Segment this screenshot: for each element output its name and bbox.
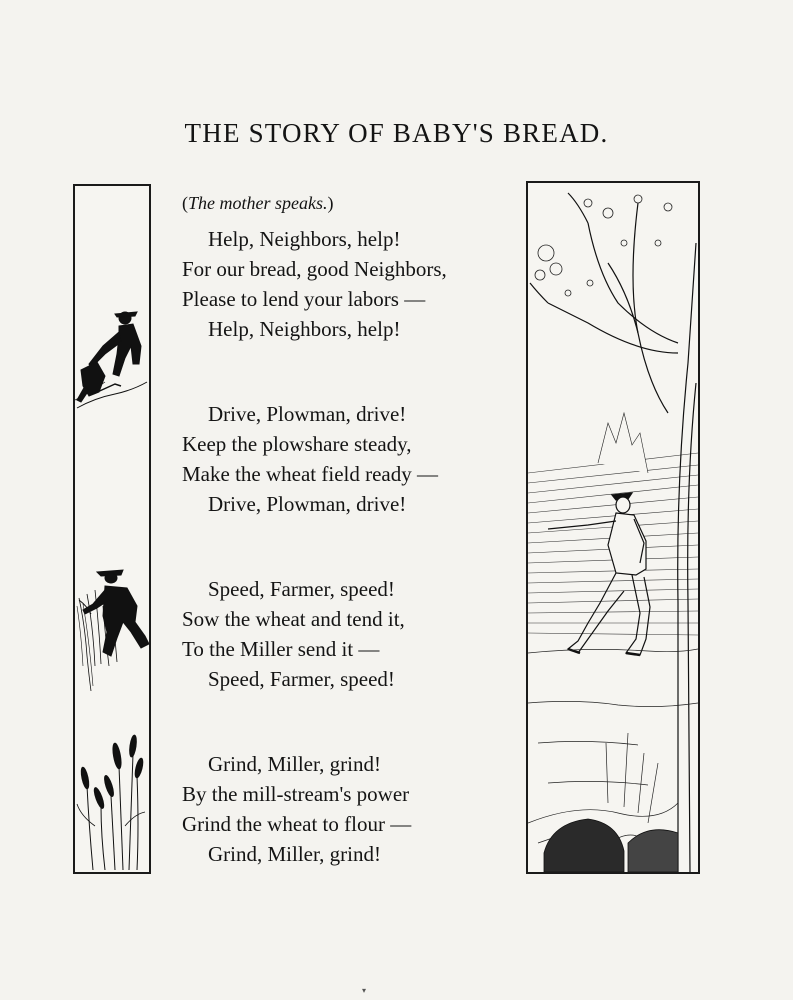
- page-mark: ▾: [362, 986, 367, 995]
- left-illustration: [75, 186, 149, 872]
- poem-line: Sow the wheat and tend it,: [182, 607, 405, 631]
- poem-line: Drive, Plowman, drive!: [208, 402, 407, 426]
- poem-line: Grind the wheat to flour —: [182, 812, 412, 836]
- poem-line: For our bread, good Neighbors,: [182, 257, 447, 281]
- poem-line: Help, Neighbors, help!: [208, 227, 401, 251]
- poem-line: Grind, Miller, grind!: [208, 842, 381, 866]
- stanza-4: [182, 749, 512, 869]
- reaper-silhouette-icon: [77, 570, 149, 691]
- poem: [182, 188, 512, 869]
- rocks: [544, 819, 678, 872]
- poem-line: Grind, Miller, grind!: [208, 752, 381, 776]
- poem-line: Speed, Farmer, speed!: [208, 577, 395, 601]
- stage-direction: (The mother speaks.): [182, 193, 334, 213]
- plowman-silhouette-icon: [75, 312, 147, 408]
- right-illustration-panel: [526, 181, 700, 874]
- stanza-2: [182, 399, 512, 519]
- wheat-stalks-icon: [77, 735, 145, 870]
- left-illustration-panel: [73, 184, 151, 874]
- stanza-3: [182, 574, 512, 694]
- poem-line: Make the wheat field ready —: [182, 462, 438, 486]
- poem-line: Help, Neighbors, help!: [208, 317, 401, 341]
- poem-line: Drive, Plowman, drive!: [208, 492, 407, 516]
- poem-line: Please to lend your labors —: [182, 287, 426, 311]
- poem-line: Keep the plowshare steady,: [182, 432, 412, 456]
- leaves: [535, 195, 672, 296]
- poem-line: By the mill-stream's power: [182, 782, 410, 806]
- stanza-1: [182, 224, 512, 344]
- page-title: THE STORY OF BABY'S BREAD.: [184, 118, 609, 148]
- sower-in-field-icon: [528, 183, 698, 872]
- poem-line: To the Miller send it —: [182, 637, 380, 661]
- poem-line: Speed, Farmer, speed!: [208, 667, 395, 691]
- stage-direction-text: The mother speaks.: [188, 193, 328, 213]
